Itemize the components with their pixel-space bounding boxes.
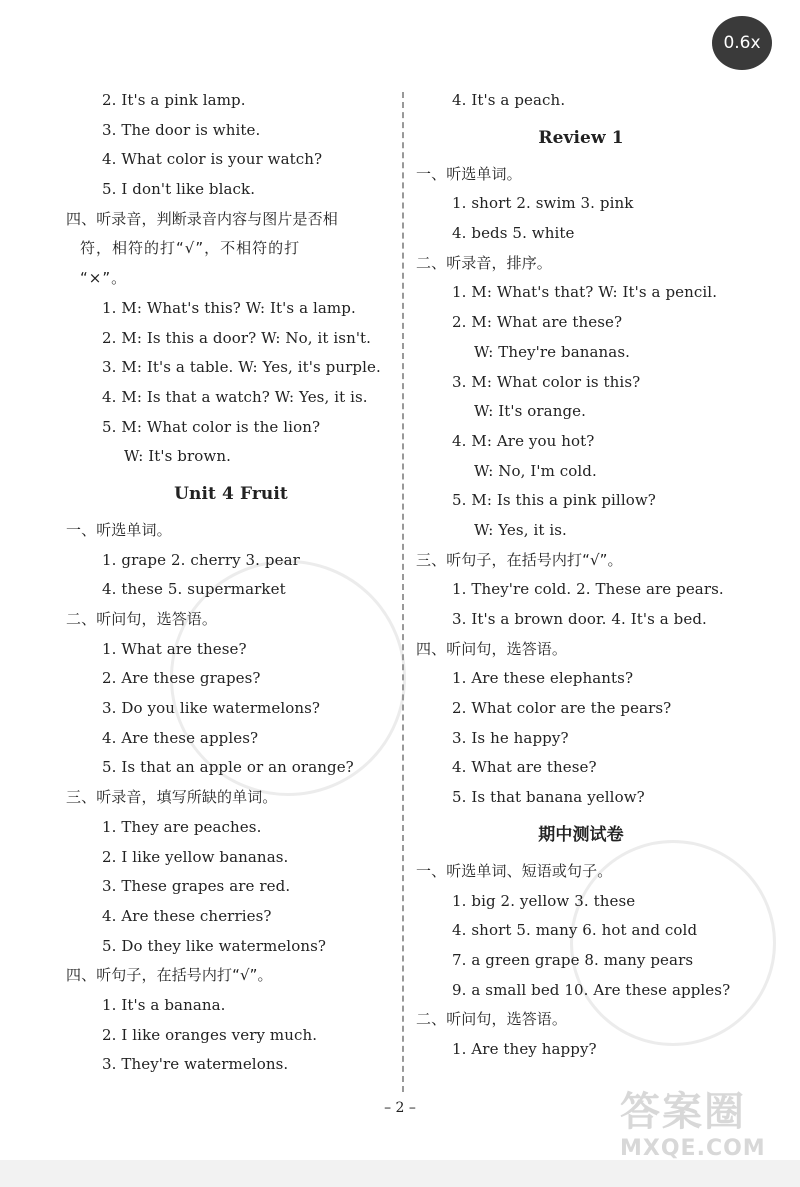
section-heading-continued: “×”。 bbox=[80, 269, 128, 288]
page-number: – 2 – bbox=[384, 1100, 416, 1116]
answer-line: 1. They are peaches. bbox=[102, 817, 262, 836]
unit-heading: Unit 4 Fruit bbox=[174, 483, 288, 504]
answer-line: 4. M: Is that a watch? W: Yes, it is. bbox=[102, 387, 368, 406]
answer-line: 3. The door is white. bbox=[102, 120, 261, 139]
answer-continuation: W: Yes, it is. bbox=[474, 520, 567, 539]
answer-line: 1. Are they happy? bbox=[452, 1039, 597, 1058]
playback-speed-button[interactable]: 0.6x bbox=[712, 16, 772, 70]
answer-line: 3. M: It's a table. W: Yes, it's purple. bbox=[102, 358, 381, 377]
answer-line: 2. It's a pink lamp. bbox=[102, 91, 246, 109]
left-column bbox=[66, 86, 396, 1080]
answer-line: 2. M: What are these? bbox=[452, 313, 623, 332]
answer-line: 4. Are these cherries? bbox=[102, 906, 272, 925]
answer-continuation: W: It's orange. bbox=[474, 402, 587, 421]
answer-line: 1. M: What's this? W: It's a lamp. bbox=[102, 298, 356, 317]
answer-line: 3. These grapes are red. bbox=[102, 877, 291, 896]
answer-line: 7. a green grape 8. many pears bbox=[452, 950, 694, 969]
right-column bbox=[416, 86, 746, 1065]
answer-line: 4. short 5. many 6. hot and cold bbox=[452, 921, 698, 940]
watermark-en: MXQE.COM bbox=[620, 1136, 766, 1161]
section-heading: 三、听录音，填写所缺的单词。 bbox=[66, 788, 278, 807]
answer-line: 4. What color is your watch? bbox=[102, 150, 323, 169]
section-heading: 四、听录音，判断录音内容与图片是否相 bbox=[66, 209, 338, 228]
answer-line: 5. Do they like watermelons? bbox=[102, 936, 327, 955]
answer-line: 3. Do you like watermelons? bbox=[102, 699, 321, 718]
answer-line: 4. M: Are you hot? bbox=[452, 431, 595, 450]
section-heading: 一、听选单词、短语或句子。 bbox=[416, 861, 613, 880]
answer-line: 5. Is that an apple or an orange? bbox=[102, 758, 354, 777]
answer-line: 2. M: Is this a door? W: No, it isn't. bbox=[102, 328, 372, 347]
answer-line: 1. grape 2. cherry 3. pear bbox=[102, 550, 300, 569]
answer-line: 9. a small bed 10. Are these apples? bbox=[452, 980, 731, 999]
answer-line: 1. They're cold. 2. These are pears. bbox=[452, 580, 724, 599]
answer-line: 1. M: What's that? W: It's a pencil. bbox=[452, 283, 718, 302]
watermark-cn: 答案圈 bbox=[620, 1089, 746, 1135]
answer-line: 4. It's a peach. bbox=[452, 91, 566, 109]
section-heading: 四、听句子，在括号内打“√”。 bbox=[66, 966, 273, 985]
answer-continuation: W: It's brown. bbox=[124, 447, 231, 466]
answer-continuation: W: They're bananas. bbox=[474, 342, 631, 361]
section-heading: 一、听选单词。 bbox=[66, 520, 172, 539]
answer-line: 4. beds 5. white bbox=[452, 224, 575, 243]
answer-line: 2. What color are the pears? bbox=[452, 699, 672, 718]
section-heading: 三、听句子，在括号内打“√”。 bbox=[416, 550, 623, 569]
answer-line: 2. I like oranges very much. bbox=[102, 1025, 318, 1044]
answer-line: 5. M: What color is the lion? bbox=[102, 417, 321, 436]
answer-line: 1. Are these elephants? bbox=[452, 669, 634, 688]
answer-line: 3. They're watermelons. bbox=[102, 1055, 289, 1074]
section-heading-continued: 符，相符的打“√”，不相符的打 bbox=[80, 239, 301, 258]
section-heading: 二、听问句，选答语。 bbox=[416, 1010, 568, 1029]
answer-line: 3. M: What color is this? bbox=[452, 372, 641, 391]
answer-line: 1. It's a banana. bbox=[102, 995, 226, 1014]
answer-line: 2. I like yellow bananas. bbox=[102, 847, 289, 866]
column-divider bbox=[402, 92, 404, 1092]
unit-heading: Review 1 bbox=[538, 127, 624, 148]
answer-line: 1. big 2. yellow 3. these bbox=[452, 891, 636, 910]
answer-line: 1. short 2. swim 3. pink bbox=[452, 194, 634, 213]
answer-line: 2. Are these grapes? bbox=[102, 669, 261, 688]
answer-line: 4. What are these? bbox=[452, 758, 597, 777]
unit-heading: 期中测试卷 bbox=[538, 824, 624, 845]
answer-line: 4. these 5. supermarket bbox=[102, 580, 286, 599]
bottom-strip bbox=[0, 1160, 800, 1187]
answer-continuation: W: No, I'm cold. bbox=[474, 461, 597, 480]
answer-line: 3. It's a brown door. 4. It's a bed. bbox=[452, 610, 707, 628]
answer-line: 4. Are these apples? bbox=[102, 728, 259, 747]
answer-line: 5. M: Is this a pink pillow? bbox=[452, 491, 656, 510]
section-heading: 一、听选单词。 bbox=[416, 164, 522, 183]
answer-line: 5. Is that banana yellow? bbox=[452, 788, 645, 807]
section-heading: 二、听问句，选答语。 bbox=[66, 610, 218, 628]
section-heading: 四、听问句，选答语。 bbox=[416, 639, 568, 658]
answer-line: 1. What are these? bbox=[102, 639, 247, 658]
section-heading: 二、听录音，排序。 bbox=[416, 253, 552, 272]
answer-line: 5. I don't like black. bbox=[102, 180, 256, 199]
answer-line: 3. Is he happy? bbox=[452, 728, 569, 747]
